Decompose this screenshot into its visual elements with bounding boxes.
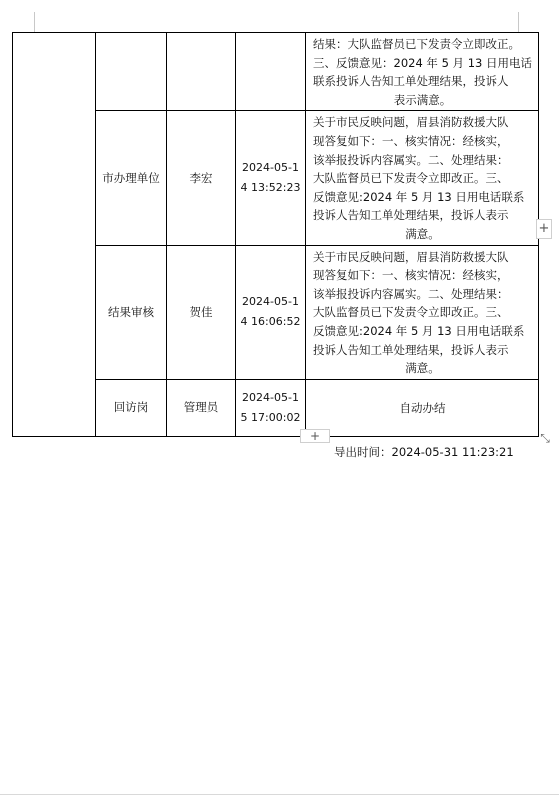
cell-time: 2024-05-14 13:52:23 [236,111,306,245]
cell-node: 市办理单位 [96,111,167,245]
content-line: 投诉人告知工单处理结果，投诉人表示 [313,342,509,357]
content-line: 关于市民反映问题，眉县消防救援大队 [313,249,509,264]
process-record-table [12,32,539,437]
page-bottom-edge [0,794,559,795]
content-line-last: 表示满意。 [393,92,452,107]
cell-time: 2024-05-14 16:06:52 [236,245,306,379]
content-line: 大队监督员已下发责令立即改正。三、 [313,305,509,320]
content-line: 反馈意见:2024 年 5 月 13 日用电话联系 [313,189,525,204]
content-line: 关于市民反映问题，眉县消防救援大队 [313,115,509,130]
content-line-last: 满意。 [405,226,440,241]
crop-mark-top-right [518,12,519,32]
content-line: 投诉人告知工单处理结果，投诉人表示 [313,208,509,223]
content-line: 该举报投诉内容属实。二、处理结果： [313,286,509,301]
cell-handler [167,33,236,111]
cell-node: 回访岗 [96,379,167,436]
cell-time [236,33,306,111]
cell-time: 2024-05-15 17:00:02 [236,379,306,436]
cell-content [306,245,539,379]
content-line: 大队监督员已下发责令立即改正。三、 [313,171,509,186]
table-resize-icon[interactable]: ⤡ [540,431,550,445]
content-line: 三、反馈意见：2024 年 5 月 13 日用电话 [313,55,532,70]
cell-handler: 管理员 [167,379,236,436]
content-line: 该举报投诉内容属实。二、处理结果： [313,152,509,167]
export-timestamp [334,444,534,460]
table-row-continued [13,33,539,111]
cell-handler: 李宏 [167,111,236,245]
cell-content [306,33,539,111]
content-line-last: 满意。 [405,361,440,376]
content-line: 现答复如下：一、核实情况：经核实， [313,268,509,283]
content-line: 结果：大队监督员已下发责令立即改正。 [313,37,520,51]
content-line: 联系投诉人告知工单处理结果，投诉人 [313,74,509,89]
content-line: 反馈意见:2024 年 5 月 13 日用电话联系 [313,323,525,338]
merged-cell-left [13,33,96,437]
cell-node: 结果审核 [96,245,167,379]
add-column-button[interactable]: + [536,219,552,239]
content-line: 现答复如下：一、核实情况：经核实， [313,133,509,148]
crop-mark-top-left [34,12,35,32]
export-label: 导出时间： [334,445,392,459]
cell-content: 自动办结 [306,379,539,436]
add-row-button[interactable]: + [300,429,330,443]
cell-content [306,111,539,245]
export-time-value: 2024-05-31 11:23:21 [391,445,514,459]
cell-node [96,33,167,111]
cell-handler: 贺佳 [167,245,236,379]
